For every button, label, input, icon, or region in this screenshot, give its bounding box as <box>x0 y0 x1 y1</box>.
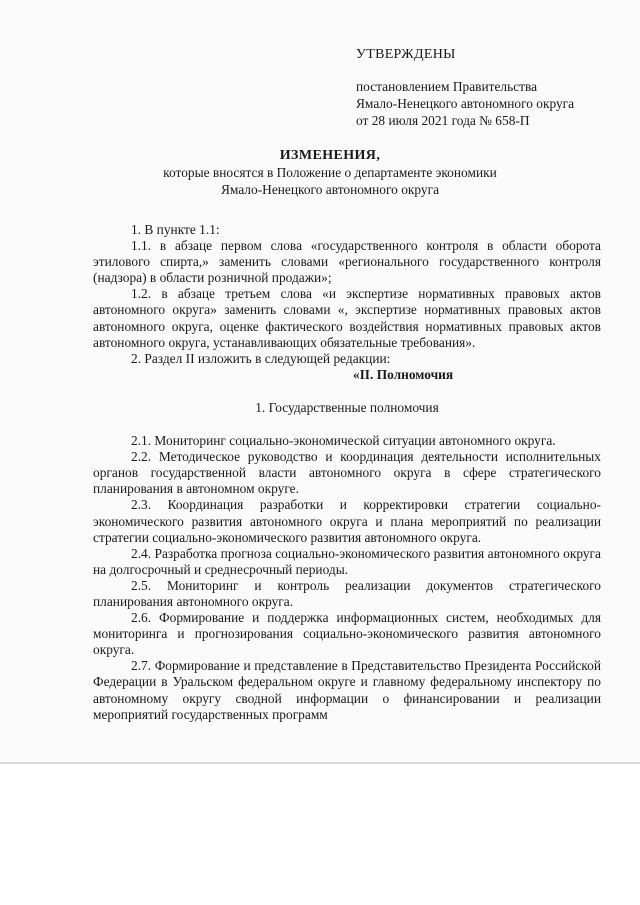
title-line-2: Ямало-Ненецкого автономного округа <box>220 182 440 197</box>
title-line-1: которые вносятся в Положение о департаменте экономики <box>163 165 497 180</box>
approval-stamp <box>356 46 626 129</box>
subsection-title: 1. Государственные полномочия <box>255 399 439 415</box>
paragraph-2: 2. Раздел II изложить в следующей редакции: <box>131 350 391 366</box>
approval-line-2: Ямало-Ненецкого автономного округа <box>356 96 575 111</box>
title-main: ИЗМЕНЕНИЯ, <box>279 148 381 163</box>
item-2-6: 2.6. Формирование и поддержка информационных систем, необходимых для мониторинга и прогнозирования социально-экономического развития автономного округа. <box>93 610 601 658</box>
section-title: «II. Полномочия <box>352 366 454 382</box>
paragraph-1: 1. В пункте 1.1: <box>131 222 220 237</box>
approval-line-3: от 28 июля 2021 года № 658-П <box>356 113 530 128</box>
document-body <box>93 222 601 723</box>
item-2-1: 2.1. Мониторинг социально-экономической ситуации автономного округа. <box>131 433 556 449</box>
item-2-3: 2.3. Координация разработки и корректировки стратегии социально-экономического развития автономного округа и плана мероприятий по реализации стратегии социально-экономического развития автономного округа. <box>93 497 601 545</box>
document-title <box>80 147 580 198</box>
item-2-7: 2.7. Формирование и представление в Представительство Президента Российской Федерации в Уральском федеральном округе и главному федеральному инспектору по автономному округу сводной информации о финансировании и реализации мероприятий государственных программ <box>93 658 601 722</box>
item-2-4: 2.4. Разработка прогноза социально-экономического развития автономного округа на долгосрочный и среднесрочный периоды. <box>93 545 601 577</box>
approval-line-1: постановлением Правительства <box>356 79 538 94</box>
paragraph-1-1: 1.1. в абзаце первом слова «государственного контроля в области оборота этилового спирта,» заменить словами «регионального государственного контроля (надзора) в области розничной продажи»; <box>93 238 601 286</box>
paragraph-1-2: 1.2. в абзаце третьем слова «и экспертизе нормативных правовых актов автономного округа» заменить словами «, экспертизе нормативных правовых актов автономного округа, оценке фактического воздействия нормативных правовых актов автономного округа, устанавливающих обязательные требования». <box>93 286 601 350</box>
approval-heading: УТВЕРЖДЕНЫ <box>356 47 456 62</box>
item-2-2: 2.2. Методическое руководство и координация деятельности исполнительных органов государственной власти автономного округа в сфере стратегического планирования в автономном округе. <box>93 449 601 497</box>
item-2-5: 2.5. Мониторинг и контроль реализации документов стратегического планирования автономного округа. <box>93 577 601 609</box>
